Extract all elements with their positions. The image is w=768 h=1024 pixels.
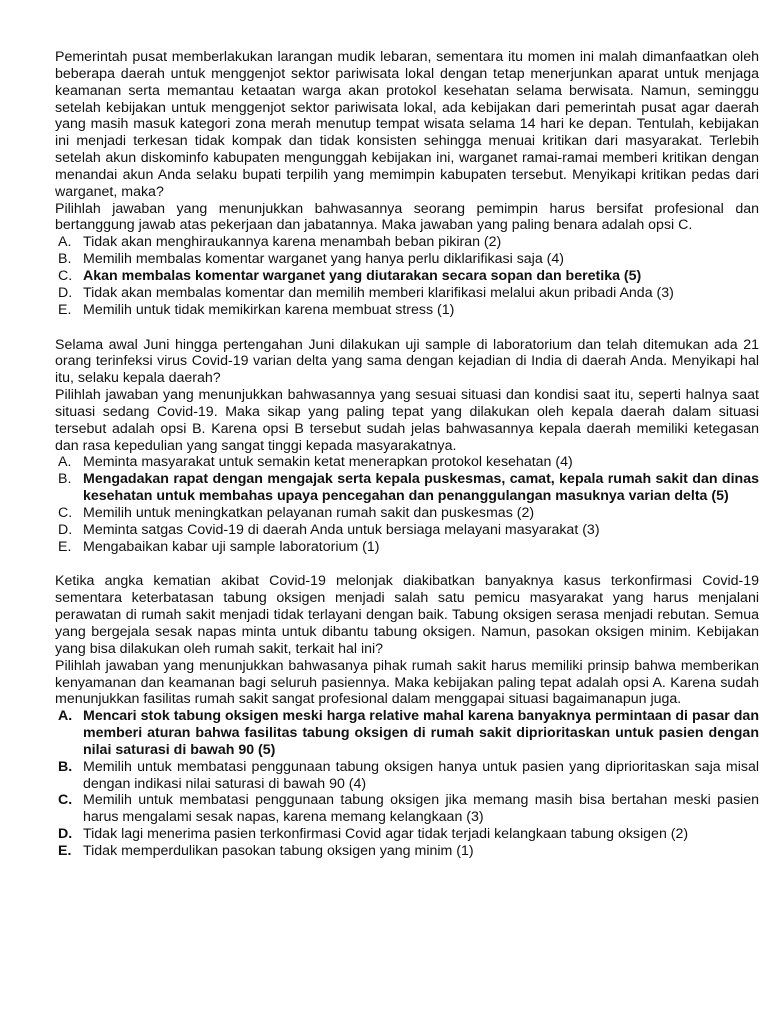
option-letter: D. xyxy=(58,521,73,538)
option-text-correct: Mencari stok tabung oksigen meski harga relative mahal karena banyaknya permintaan di pasar dan memberi aturan bahwa fasilitas tabung oksigen di rumah sakit diprioritaskan untuk pasien dengan nilai saturasi di bawah 90 (5) xyxy=(83,708,759,758)
option-a-correct xyxy=(55,708,759,759)
option-letter: E. xyxy=(58,538,72,555)
option-d xyxy=(55,522,759,539)
option-a xyxy=(55,454,759,471)
option-text: Memilih untuk membatasi penggunaan tabung oksigen hanya untuk pasien yang diprioritaskan saja misal dengan indikasi nilai saturasi di bawah 90 (4) xyxy=(83,758,759,792)
option-c xyxy=(55,792,759,826)
answer-explanation: Pilihlah jawaban yang menunjukkan bahwasannya seorang pemimpin harus bersifat profesional dan bertanggung jawab atas pekerjaan dan jabatannya. Maka jawaban yang paling benara adalah opsi C. xyxy=(55,200,759,234)
option-letter: E. xyxy=(58,842,72,859)
option-text: Tidak akan membalas komentar dan memilih memberi klarifikasi melalui akun pribadi Anda (3) xyxy=(83,284,674,301)
option-text: Meminta satgas Covid-19 di daerah Anda untuk bersiaga melayani masyarakat (3) xyxy=(83,521,600,538)
option-d xyxy=(55,285,759,302)
option-e xyxy=(55,539,759,556)
option-text: Mengabaikan kabar uji sample laboratorium (1) xyxy=(83,538,380,555)
question-1 xyxy=(55,49,759,319)
option-letter: A. xyxy=(58,454,72,471)
document-page xyxy=(55,49,759,878)
question-3 xyxy=(55,573,759,859)
option-letter: A. xyxy=(58,708,73,725)
option-c-correct xyxy=(55,268,759,285)
option-c xyxy=(55,505,759,522)
question-scenario: Ketika angka kematian akibat Covid-19 melonjak diakibatkan banyaknya kasus terkonfirmasi Covid-19 sementara keterbatasan tabung oksigen menjadi salah satu pemicu masyarakat yang harus menjalani perawatan di rumah sakit menjadi tidak terlayani dengan baik. Tabung oksigen serasa menjadi rebutan. Semua yang bergejala sesak napas minta untuk dibantu tabung oksigen. Namun, pasokan oksigen minim. Kebijakan yang bisa dilakukan oleh rumah sakit, terkait hal ini? xyxy=(55,573,759,657)
option-a xyxy=(55,234,759,251)
answer-explanation: Pilihlah jawaban yang menunjukkan bahwasannya yang sesuai situasi dan kondisi saat itu, seperti halnya saat situasi sedang Covid-19. Maka sikap yang paling tepat yang dilakukan oleh kepala daerah dalam situasi tersebut adalah opsi B. Karena opsi B tersebut sudah jelas bahwasannya kepala daerah memiliki ketegasan dan rasa kepedulian yang sangat tinggi kepada masyarakatnya. xyxy=(55,387,759,454)
option-letter: C. xyxy=(58,792,73,809)
option-list xyxy=(55,454,759,555)
option-text: Memilih membalas komentar warganet yang hanya perlu diklarifikasi saja (4) xyxy=(83,251,565,268)
question-scenario: Selama awal Juni hingga pertengahan Juni dilakukan uji sample di laboratorium dan telah ditemukan ada 21 orang terinfeksi virus Covid-19 varian delta yang sama dengan kejadian di India di daerah Anda. Menyikapi hal itu, selaku kepala daerah? xyxy=(55,336,759,387)
option-letter: B. xyxy=(58,471,72,488)
option-letter: C. xyxy=(58,504,73,521)
option-letter: A. xyxy=(58,234,72,251)
option-letter: E. xyxy=(58,301,72,318)
option-e xyxy=(55,843,759,860)
option-b xyxy=(55,251,759,268)
option-b xyxy=(55,759,759,793)
option-text: Tidak akan menghiraukannya karena menambah beban pikiran (2) xyxy=(83,234,502,251)
option-text: Memilih untuk meningkatkan pelayanan rumah sakit dan puskesmas (2) xyxy=(83,504,535,521)
option-d xyxy=(55,826,759,843)
option-text: Meminta masyarakat untuk semakin ketat menerapkan protokol kesehatan (4) xyxy=(83,454,573,471)
option-letter: B. xyxy=(58,251,72,268)
question-scenario: Pemerintah pusat memberlakukan larangan mudik lebaran, sementara itu momen ini malah dimanfaatkan oleh beberapa daerah untuk menggenjot sektor pariwisata lokal dengan tetap menerjunkan aparat untuk menjaga keamanan serta memantau ketaatan warga akan protokol kesehatan selama berwisata. Namun, seminggu setelah kebijakan untuk menggenjot sektor pariwisata lokal, ada kebijakan dari pemerintah pusat agar daerah yang masih masuk kategori zona merah menutup tempat wisata selama 14 hari ke depan. Tentulah, kebijakan ini menjadi terkesan tidak kompak dan tidak konsisten sehingga menuai kritikan dari masyarakat. Terlebih setelah akun diskominfo kabupaten mengunggah kebijakan ini, warganet ramai-ramai memberi kritikan dengan menandai akun Anda selaku bupati terpilih yang memimpin kabupaten tersebut. Menyikapi kritikan pedas dari warganet, maka? xyxy=(55,49,759,200)
answer-explanation: Pilihlah jawaban yang menunjukkan bahwasanya pihak rumah sakit harus memiliki prinsip bahwa memberikan kenyamanan dan keamanan bagi seluruh pasiennya. Maka kebijakan paling tepat adalah opsi A. Karena sudah menunjukkan fasilitas rumah sakit sangat profesional dalam menggapai situasi bagaimanapun juga. xyxy=(55,657,759,708)
option-letter: B. xyxy=(58,758,73,775)
option-letter: D. xyxy=(58,284,73,301)
option-text: Tidak lagi menerima pasien terkonfirmasi Covid agar tidak terjadi kelangkaan tabung oksigen (2) xyxy=(83,826,689,843)
question-2 xyxy=(55,337,759,556)
option-list xyxy=(55,234,759,318)
option-letter: C. xyxy=(58,267,73,284)
option-list xyxy=(55,708,759,860)
option-letter: D. xyxy=(58,826,73,843)
option-text: Memilih untuk membatasi penggunaan tabung oksigen jika memang masih bisa bertahan meski pasien harus mengalami sesak napas, karena memang kelangkaan (3) xyxy=(83,792,759,826)
option-b-correct xyxy=(55,471,759,505)
option-text-correct: Akan membalas komentar warganet yang diutarakan secara sopan dan beretika (5) xyxy=(83,267,642,284)
option-text: Tidak memperdulikan pasokan tabung oksigen yang minim (1) xyxy=(83,842,474,859)
option-e xyxy=(55,302,759,319)
option-text: Memilih untuk tidak memikirkan karena membuat stress (1) xyxy=(83,301,455,318)
option-text-correct: Mengadakan rapat dengan mengajak serta kepala puskesmas, camat, kepala rumah sakit dan dinas kesehatan untuk membahas upaya pencegahan dan penanggulangan masuknya varian delta (5) xyxy=(83,471,759,505)
